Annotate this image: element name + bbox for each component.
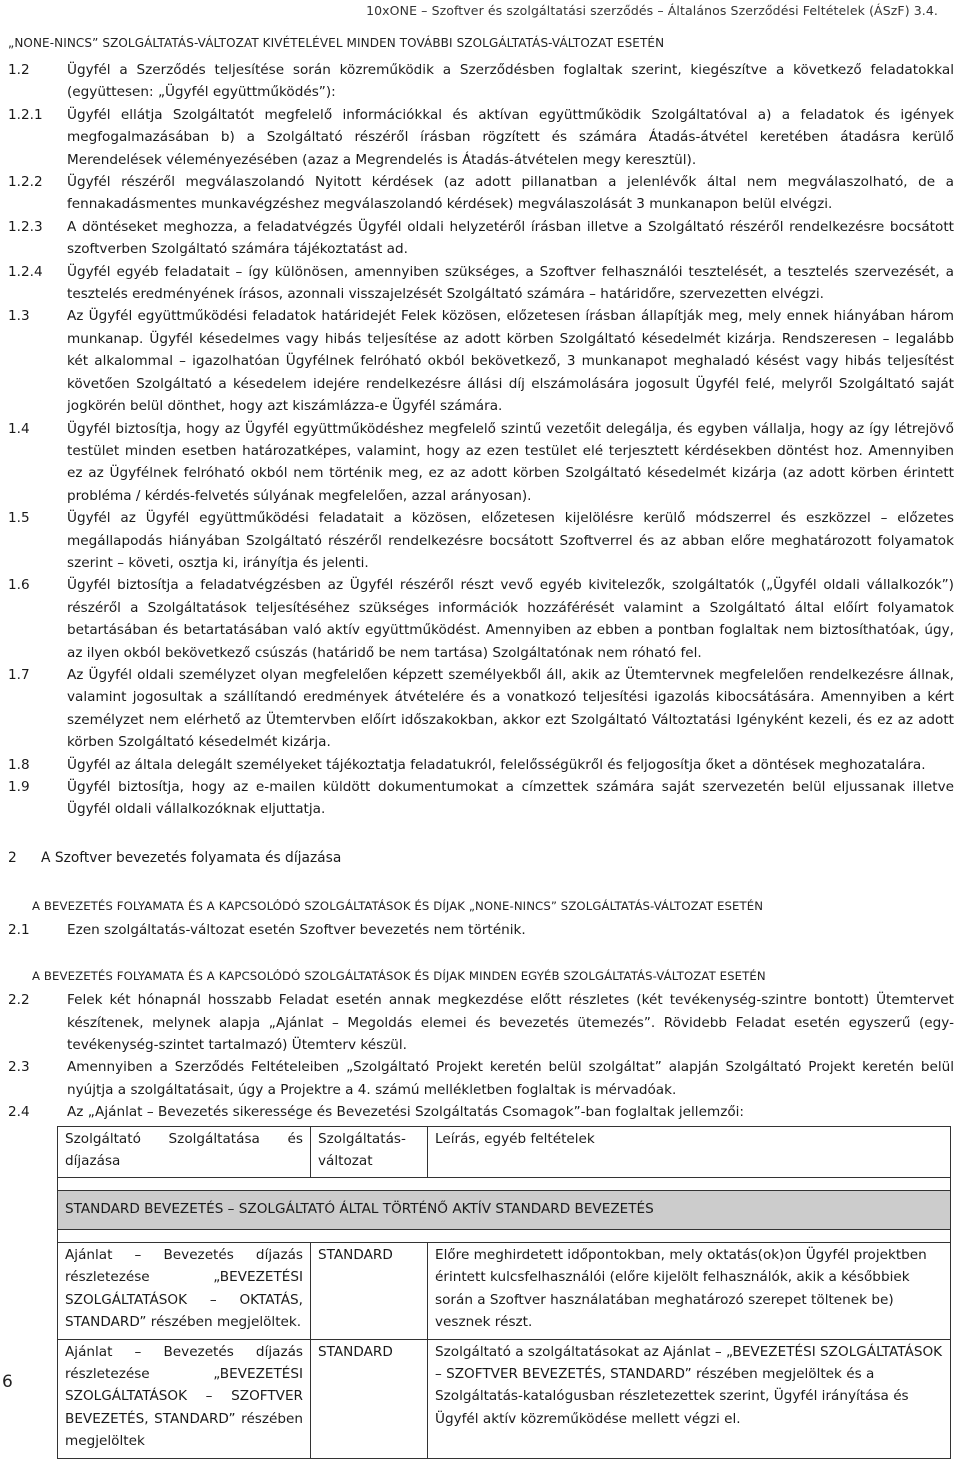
header-description: Leírás, egyéb feltételek [428, 1126, 951, 1178]
clause-paragraph [8, 754, 954, 776]
clause-text: Ügyfél az általa delegált személyeket tájékoztatja feladatukról, felelősségükről és feljogosítja őket a döntések meghozatalára. [67, 756, 926, 773]
clause-number: 2.1 [8, 921, 30, 938]
clause-number: 1.2.4 [8, 263, 43, 280]
clause-number: 2.3 [8, 1059, 30, 1076]
clause-number: 2.2 [8, 992, 30, 1009]
clause-paragraph [8, 261, 954, 306]
clause-text: Ügyfél az Ügyfél együttműködési feladatait a közösen, előzetesen kijelölésre kerülő módszerrel és eszközzel – előzetes megállapodás hiányában Szolgáltató részéről rendelkezésre bocsátott Szoftverrel és az abban előre meghatározott folyamatok szerint – követi, osztja ki, irányítja és jelenti. [67, 510, 954, 571]
table-spacer [58, 1229, 951, 1242]
services-table [57, 1126, 951, 1459]
clause-number: 1.4 [8, 420, 30, 437]
clause-paragraph [8, 104, 954, 171]
clause-text: Ügyfél egyéb feladatait – így különösen, amennyiben szükséges, a Szoftver felhasználói tesztelését, a tesztelés szervezését, a tesztelés eredményének írásos, azonnali visszajelzését Szolgáltató számára – határidőre, szervezetten elvégzi. [67, 263, 954, 303]
clause-number: 1.2.3 [8, 218, 43, 235]
section-title: A Szoftver bevezetés folyamata és díjazása [41, 849, 342, 866]
clause-paragraph [8, 305, 954, 417]
band-label: STANDARD BEVEZETÉS – SZOLGÁLTATÓ ÁLTAL TÖRTÉNŐ AKTÍV STANDARD BEVEZETÉS [58, 1191, 951, 1229]
clause-text: A döntéseket meghozza, a feladatvégzés Ügyfél oldali helyzetéről írásban illetve a Szolgáltató részéről rendelkezésre bocsátott szoftverben Szolgáltató számára tájékoztatást ad. [67, 218, 954, 258]
clause-text: Ügyfél biztosítja, hogy az Ügyfél együttműködéshez megfelelő szintű vezetőit delegálja, és egyben vállalja, hogy az így létrejövő testület minden esetben határozatképes, valamint, hogy az ezen testület elé terjesztett kérdésekben döntést hoz. Amennyiben ez az Ügyfélnek felróható okból nem történik meg, ez az adott körben Szolgáltató késedelmét kizárja (az adott körben érintett probléma / kérdés-felvetés súlyának megfelelően, azzal arányosan). [67, 420, 954, 504]
cell-variant: STANDARD [311, 1339, 428, 1458]
table-row [58, 1339, 951, 1458]
clause-number: 1.8 [8, 756, 30, 773]
subheading-other-variants: A BEVEZETÉS FOLYAMATA ÉS A KAPCSOLÓDÓ SZOLGÁLTATÁSOK ÉS DÍJAK MINDEN EGYÉB SZOLGÁLTATÁS-VÁLTOZAT ESETÉN [32, 969, 766, 984]
table-header-row [58, 1126, 951, 1178]
clause-2-4 [8, 1101, 954, 1123]
clause-number: 1.9 [8, 779, 30, 795]
clause-2-1 [8, 919, 954, 941]
clause-text: Az „Ajánlat – Bevezetés sikeressége és Bevezetési Szolgáltatás Csomagok”-ban foglaltak jellemzői: [67, 1104, 744, 1121]
clause-text: Felek két hónapnál hosszabb Feladat esetén annak megkezdése előtt részletes (két tevékenység-szintre bontott) Ütemtervet készítenek, melynek alapja „Ajánlat – Megoldás elemei és bevezetés ütemezés”. Rövidebb Feladat esetén egyszerű (egy-tevékenység-szintet tartalmazó) Ütemterv készül. [67, 992, 954, 1054]
clause-number: 1.6 [8, 577, 30, 594]
clause-text: Ügyfél biztosítja, hogy az e-mailen küldött dokumentumokat a címzettek számára saját szervezetén belül eljussanak illetve Ügyfél oldali vállalkozóknak eljuttatja. [67, 779, 954, 818]
cell-description: Szolgáltató a szolgáltatásokat az Ajánlat – „BEVEZETÉSI SZOLGÁLTATÁSOK – SZOFTVER BEVEZETÉS, STANDARD” részében megjelöltek és a Szolgáltatás-katalógusban részletezettek szerint, Ügyfél irányítása és Ügyfél aktív közreműködése mellett végzi el. [428, 1339, 951, 1458]
section-heading [8, 847, 954, 869]
clause-paragraph [8, 507, 954, 574]
table-spacer [58, 1178, 951, 1191]
cell-variant: STANDARD [311, 1242, 428, 1339]
clause-paragraph [8, 418, 954, 508]
clause-number: 2.4 [8, 1104, 30, 1121]
clause-number: 1.3 [8, 308, 30, 325]
clause-text: Ügyfél biztosítja a feladatvégzésben az Ügyfél részéről részt vevő egyéb kivitelezők, szolgáltatók („Ügyfél oldali vállalkozók”) részéről a Szolgáltatások teljesítéséhez szükséges információk hozzáférését valamint a Szolgáltató által előírt folyamatok betartásában és betartatásában való aktív együttműködést. Amennyiben az ebben a pontban foglaltak nem biztosíthatóak, úgy, az ilyen okból bekövetkező csúszás (határidő be nem tartása) Szolgáltatónak nem róható fel. [67, 577, 954, 661]
clause-list [8, 59, 954, 821]
clause-paragraph [8, 216, 954, 261]
clause-text: Az Ügyfél oldali személyzet olyan megfelelően képzett személyekből áll, akik az Ütemtervnek megfelelően rendelkezésre állnak, valamint jogosultak a szállítandó eredmények átvételére és a vonatkozó teljesítési igazolás kibocsátására. Amennyiben a kért személyzet nem elérhető az Ütemtervben előírt időszakokban, akkor ezt Szolgáltató Változtatási Igényként kezeli, és ez az adott körben Szolgáltató késedelmét kizárja. [67, 666, 954, 751]
cell-service: Ajánlat – Bevezetés díjazás részletezése „BEVEZETÉSI SZOLGÁLTATÁSOK – OKTATÁS, STANDARD” részében megjelöltek. [58, 1242, 311, 1339]
running-header: 10xONE – Szoftver és szolgáltatási szerződés – Általános Szerződési Feltételek (ÁSzF) 3.4. [366, 3, 938, 18]
clause-paragraph [8, 776, 954, 821]
clause-number: 1.2.1 [8, 106, 43, 123]
clause-2-3 [8, 1056, 954, 1101]
table-band-row [58, 1191, 951, 1229]
clause-text: Ügyfél ellátja Szolgáltatót megfelelő információkkal és aktívan együttműködik Szolgáltatóval a) a feladatok és igények megfogalmazásában b) a Szolgáltató részéről írásban rögzített és számára Átadás-átvétel keretében átadásra kerülő Merendelések véleményezésében (azaz a Megrendelés is Átadás-átvételen megy keresztül). [67, 106, 954, 168]
table-row [58, 1242, 951, 1339]
clause-number: 1.7 [8, 666, 30, 683]
clause-text: Ezen szolgáltatás-változat esetén Szoftver bevezetés nem történik. [67, 921, 526, 938]
header-service: Szolgáltató Szolgáltatása és díjazása [58, 1126, 311, 1178]
header-variant: Szolgáltatás-változat [311, 1126, 428, 1178]
cell-service: Ajánlat – Bevezetés díjazás részletezése „BEVEZETÉSI SZOLGÁLTATÁSOK – SZOFTVER BEVEZETÉS, STANDARD” részében megjelöltek [58, 1339, 311, 1458]
clause-paragraph [8, 59, 954, 104]
clause-text: Ügyfél részéről megválaszolandó Nyitott kérdések (az adott pillanatban a jelenlévők által nem megválaszolható, de a fennakadásmentes munkavégzéshez megválaszolandó kérdések) megválaszolását 3 munkanapon belül elvégzi. [67, 174, 954, 213]
clause-paragraph [8, 171, 954, 216]
content [8, 36, 954, 1459]
clause-paragraph [8, 574, 954, 664]
clause-number: 1.5 [8, 510, 30, 527]
cell-description: Előre meghirdetett időpontokban, mely oktatás(ok)on Ügyfél projektben érintett kulcsfelhasználói (előre kijelölt felhasználók, akik a későbbiek során a Szoftver használatában meghatározó szerepet töltenek be) vesznek részt. [428, 1242, 951, 1339]
clause-number: 1.2 [8, 62, 30, 78]
section-number: 2 [8, 849, 17, 866]
clause-text: Ügyfél a Szerződés teljesítése során közreműködik a Szerződésben foglaltak szerint, kiegészítve a következő feladatokkal (együttesen: „Ügyfél együttműködés”): [67, 62, 954, 101]
clause-text: Amennyiben a Szerződés Feltételeiben „Szolgáltató Projekt keretén belül szolgáltat” alapján Szolgáltató Projekt keretén belül nyújtja a szolgáltatásait, úgy a Projektre a 4. számú mellékletben foglaltak is mérvadóak. [67, 1059, 954, 1098]
clause-text: Az Ügyfél együttműködési feladatok határidejét Felek közösen, előzetesen írásban állapítják meg, mely ennek hiányában három munkanap. Ügyfél késedelmes vagy hibás teljesítése az adott körben Szolgáltató késedelmét kizárja. Rendszeresen – legalább két alkalommal – igazolhatóan Ügyfélnek felróható okból bekövetkező, 3 munkanapot meghaladó késést vagy hibás teljesítést követően Szolgáltató a késedelem idejére rendelkezésre állási díj elszámolására jogosult Ügyfél felé, melyről Szolgáltató saját jogkörén belül dönthet, hogy azt kiszámlázza-e Ügyfél számára. [67, 308, 954, 415]
variant-title: „NONE-NINCS” SZOLGÁLTATÁS-VÁLTOZAT KIVÉTELÉVEL MINDEN TOVÁBBI SZOLGÁLTATÁS-VÁLTOZAT ESETÉN [8, 36, 665, 50]
page-number: 6 [2, 1372, 13, 1392]
subheading-none-variant: A BEVEZETÉS FOLYAMATA ÉS A KAPCSOLÓDÓ SZOLGÁLTATÁSOK ÉS DÍJAK „NONE-NINCS” SZOLGÁLTATÁS-VÁLTOZAT ESETÉN [32, 898, 764, 913]
clause-number: 1.2.2 [8, 174, 43, 191]
clause-2-2 [8, 989, 954, 1056]
clause-paragraph [8, 664, 954, 754]
